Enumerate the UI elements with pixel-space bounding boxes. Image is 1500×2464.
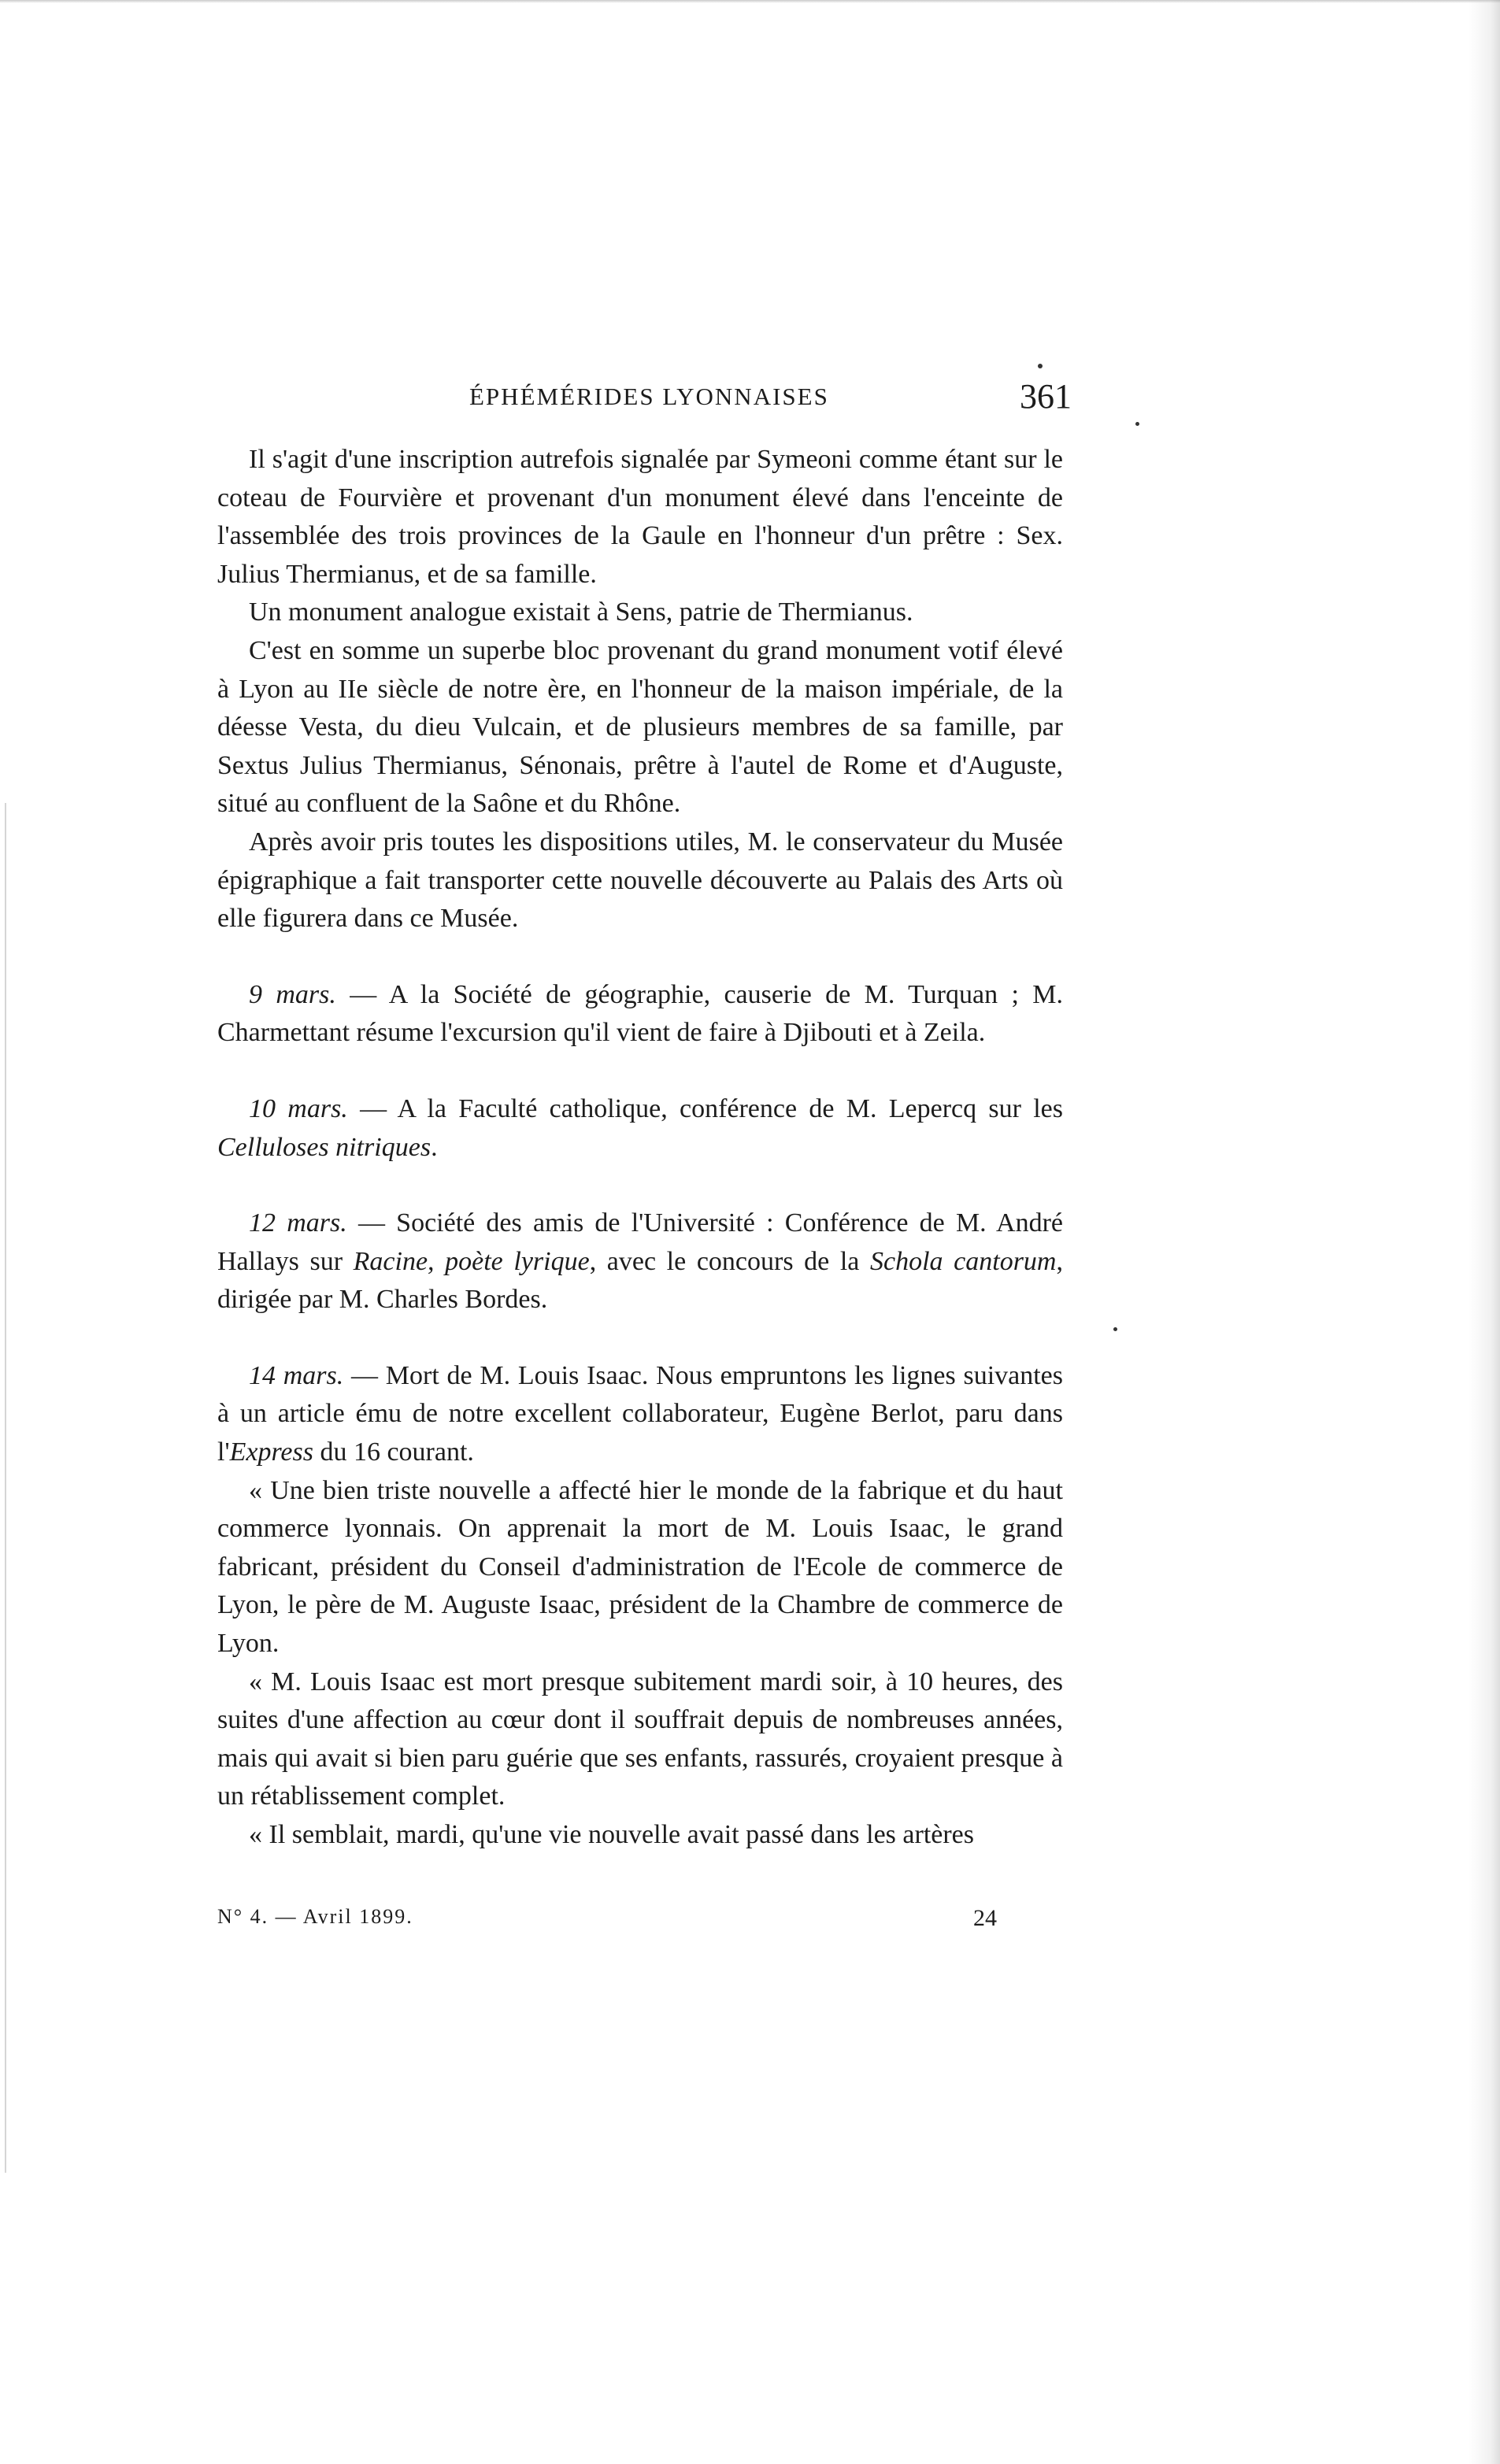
entry-text: , avec le concours de la [589,1246,871,1276]
speck [1135,422,1139,426]
entry-14-mars [217,1357,1063,1472]
entry-title: Celluloses nitriques [217,1132,431,1162]
quote-paragraph: « Une bien triste nouvelle a affecté hier le monde de la fabrique et du haut commerce lyonnais. On apprenait la mort de M. Louis Isaac, le grand fabricant, président du Conseil d'administration de l'Ecole de commerce de Lyon, le père de M. Auguste Isaac, président de la Chambre de commerce de Lyon. [217,1475,1063,1659]
scan-edge-top [0,0,1500,3]
running-title: ÉPHÉMÉRIDES LYONNAISES [469,383,829,410]
entry-title: Schola cantorum [870,1246,1057,1276]
paragraph: Après avoir pris toutes les dispositions utiles, M. le conservateur du Musée épigraphique a fait transporter cette nouvelle découverte au Palais des Arts où elle figurera dans ce Musée. [217,827,1063,934]
entry-text: — A la Faculté catholique, conférence de M. Lepercq sur les [347,1093,1063,1123]
signature-mark: 24 [973,1905,997,1931]
paragraph: Un monument analogue existait à Sens, patrie de Thermianus. [249,598,913,627]
scan-edge-left [5,803,6,2173]
entry-text: du 16 courant. [313,1437,474,1467]
entry-text: , dirigée par M. Charles Bordes. [217,1246,1063,1315]
entry-text: — A la Société de géographie, causerie de M. Turquan ; M. Charmettant résume l'excursion qu'il vient de faire à Djibouti et à Zeila. [217,979,1063,1048]
entry-text: — Mort de M. Louis Isaac. Nous empruntons les lignes suivantes à un article ému de notre excellent collaborateur, Eugène Berlot, paru dans l' [217,1360,1063,1467]
entry-date: 9 mars. [249,979,336,1009]
entry-date: 14 mars. [249,1360,344,1390]
entry-text: — Société des amis de l'Université : Conférence de M. André Hallays sur [217,1208,1063,1276]
paragraph: C'est en somme un superbe bloc provenant du grand monument votif élevé à Lyon au IIe siècle de notre ère, en l'honneur de la maison impériale, de la déesse Vesta, du dieu Vulcain, et de plusieurs membres de sa famille, par Sextus Julius Thermianus, Sénonais, prêtre à l'autel de Rome et d'Auguste, situé au confluent de la Saône et du Rhône. [217,635,1063,819]
text-column [217,441,1063,1855]
entry-12-mars [217,1204,1063,1319]
entry-title: Express [229,1437,313,1467]
running-head [217,379,1072,427]
paragraph: Il s'agit d'une inscription autrefois signalée par Symeoni comme étant sur le coteau de Fourvière et provenant d'un monument élevé dans l'enceinte de l'assemblée des trois provinces de la Gaule en l'honneur d'un prêtre : Sex. Julius Thermianus, et de sa famille. [217,445,1063,589]
page-number: 361 [1020,377,1072,416]
issue-line: N° 4. — Avril 1899. [217,1905,413,1928]
entry-9-mars [217,976,1063,1053]
entry-10-mars [217,1090,1063,1167]
quote-paragraph: « M. Louis Isaac est mort presque subitement mardi soir, à 10 heures, des suites d'une affection au cœur dont il souffrait depuis de nombreuses années, mais qui avait si bien paru guérie que ses enfants, rassurés, croyaient presque à un rétablissement complet. [217,1667,1063,1811]
entry-title: Racine, poète lyrique [353,1246,590,1276]
entry-text: . [431,1132,438,1162]
speck [1113,1327,1117,1331]
speck [1038,364,1043,368]
entry-date: 10 mars. [249,1093,348,1123]
quote-paragraph: « Il semblait, mardi, qu'une vie nouvelle avait passé dans les artères [249,1820,975,1849]
scan-edge-right [1469,0,1500,2464]
page-footer [217,1905,1005,1937]
entry-date: 12 mars. [249,1208,347,1238]
